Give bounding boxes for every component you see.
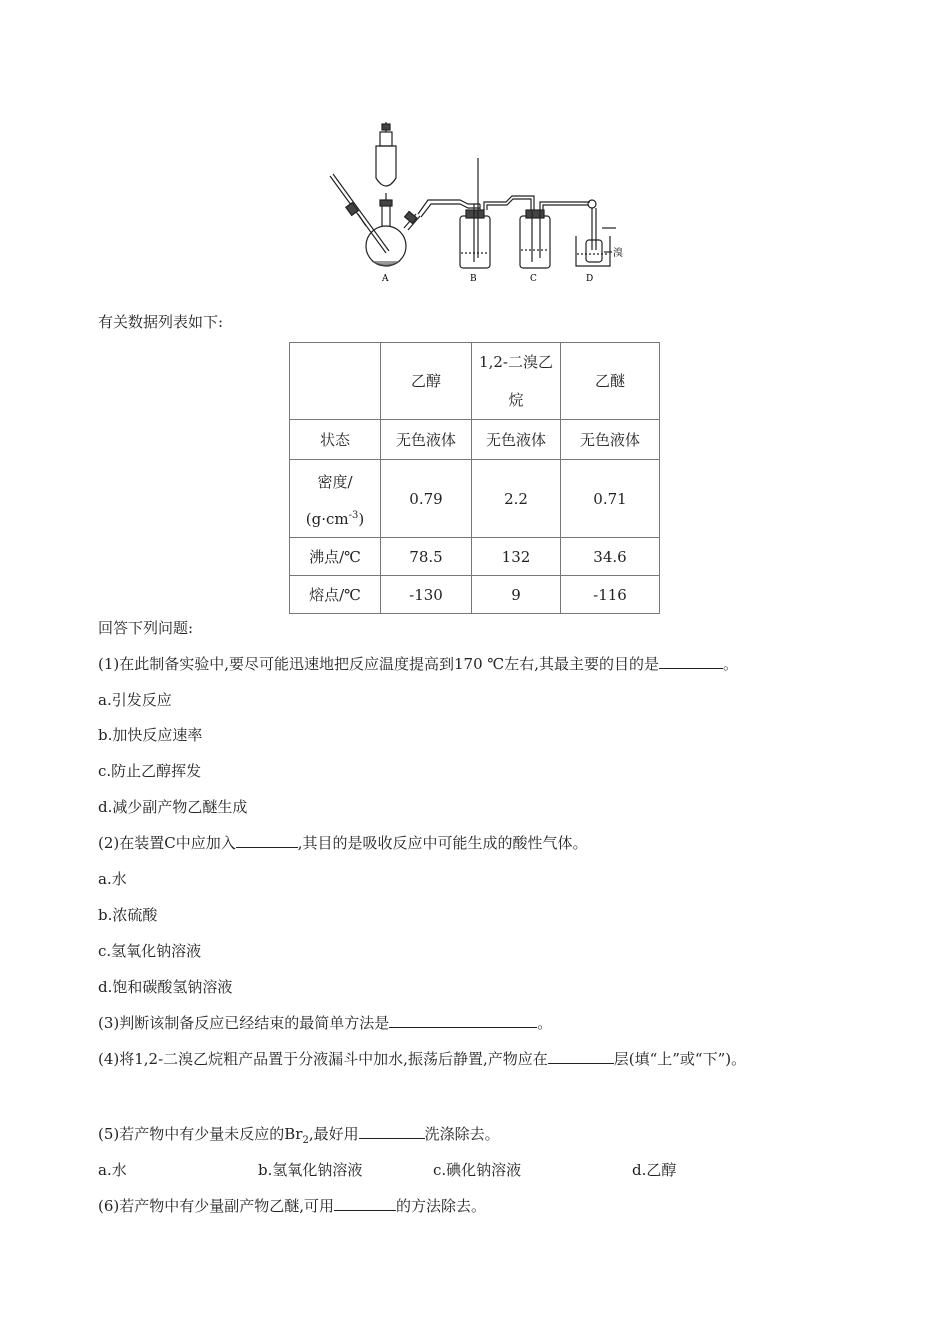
density-unit-pre: (g·cm	[305, 510, 349, 528]
label-d: D	[586, 274, 594, 284]
q2-option-d: d.饱和碳酸氢钠溶液	[98, 978, 233, 996]
row-label	[290, 460, 381, 538]
table-cell: 无色液体	[472, 420, 561, 460]
table-cell: 无色液体	[381, 420, 472, 460]
row-label: 状态	[290, 420, 381, 460]
q5-text-mid: ,最好用	[308, 1125, 359, 1143]
q1-blank[interactable]	[659, 654, 723, 669]
q6-text-pre: (6)若产物中有少量副产物乙醚,可用	[98, 1197, 335, 1215]
label-c: C	[530, 274, 537, 284]
q2-text-pre: (2)在装置C中应加入	[98, 834, 236, 852]
table-cell: 无色液体	[561, 420, 660, 460]
q5-text-pre: (5)若产物中有少量未反应的Br	[98, 1125, 303, 1143]
q3-blank[interactable]	[389, 1013, 537, 1028]
table-cell: -116	[561, 576, 660, 614]
q4-blank[interactable]	[548, 1049, 614, 1064]
data-table	[289, 342, 660, 614]
question-5	[98, 1124, 500, 1151]
table-cell: -130	[381, 576, 472, 614]
q6-blank[interactable]	[334, 1196, 396, 1211]
q2-option-a: a.水	[98, 870, 127, 888]
q1-option-c: c.防止乙醇挥发	[98, 762, 202, 780]
q2-text-post: ,其目的是吸收反应中可能生成的酸性气体。	[297, 834, 588, 852]
table-row	[290, 576, 660, 614]
q6-text-post: 的方法除去。	[396, 1197, 487, 1215]
table-cell: 9	[472, 576, 561, 614]
apparatus-diagram	[320, 118, 630, 288]
row-label: 熔点/℃	[290, 576, 381, 614]
q5-blank[interactable]	[359, 1124, 425, 1139]
q2-option-c: c.氢氧化钠溶液	[98, 942, 202, 960]
header-dibromoethane: 1,2-二溴乙烷	[472, 343, 561, 420]
table-row	[290, 460, 660, 538]
question-6	[98, 1196, 486, 1216]
table-cell: 0.71	[561, 460, 660, 538]
question-1	[98, 654, 738, 674]
q3-end: 。	[537, 1014, 553, 1032]
question-3	[98, 1013, 552, 1033]
q4-text-post: 层(填“上”或“下”)。	[613, 1050, 747, 1068]
density-unit-post: )	[358, 510, 365, 528]
q1-end: 。	[722, 655, 738, 673]
q5-text-post: 洗涤除去。	[424, 1125, 500, 1143]
header-ether: 乙醚	[561, 343, 660, 420]
table-cell: 34.6	[561, 538, 660, 576]
q5-option-a: a.水	[98, 1161, 127, 1179]
table-corner-cell	[290, 343, 381, 420]
label-a: A	[382, 274, 389, 284]
table-cell: 78.5	[381, 538, 472, 576]
answer-prompt: 回答下列问题:	[98, 619, 194, 637]
density-unit-sup: -3	[348, 510, 359, 521]
q1-option-a: a.引发反应	[98, 691, 172, 709]
table-row	[290, 538, 660, 576]
q4-text-pre: (4)将1,2-二溴乙烷粗产品置于分液漏斗中加水,振荡后静置,产物应在	[98, 1050, 548, 1068]
intro-text: 有关数据列表如下:	[98, 313, 224, 331]
q5-option-c: c.碘化钠溶液	[433, 1161, 522, 1179]
q2-blank[interactable]	[236, 833, 298, 848]
table-cell: 2.2	[472, 460, 561, 538]
q3-text: (3)判断该制备反应已经结束的最简单方法是	[98, 1014, 390, 1032]
q1-option-b: b.加快反应速率	[98, 726, 203, 744]
row-label: 沸点/℃	[290, 538, 381, 576]
q5-option-d: d.乙醇	[632, 1161, 677, 1179]
question-4	[98, 1049, 746, 1069]
table-header-row	[290, 343, 660, 420]
label-bromine: 溴	[613, 248, 623, 259]
table-cell: 132	[472, 538, 561, 576]
q5-sub: 2	[302, 1135, 309, 1146]
q1-text: (1)在此制备实验中,要尽可能迅速地把反应温度提高到170 ℃左右,其最主要的目的是	[98, 655, 659, 673]
q5-option-b: b.氢氧化钠溶液	[258, 1161, 363, 1179]
table-cell: 0.79	[381, 460, 472, 538]
q1-option-d: d.减少副产物乙醚生成	[98, 798, 248, 816]
table-row	[290, 420, 660, 460]
label-b: B	[470, 274, 477, 284]
density-label: 密度/	[317, 473, 353, 491]
header-ethanol: 乙醇	[381, 343, 472, 420]
question-2	[98, 833, 588, 853]
q2-option-b: b.浓硫酸	[98, 906, 158, 924]
